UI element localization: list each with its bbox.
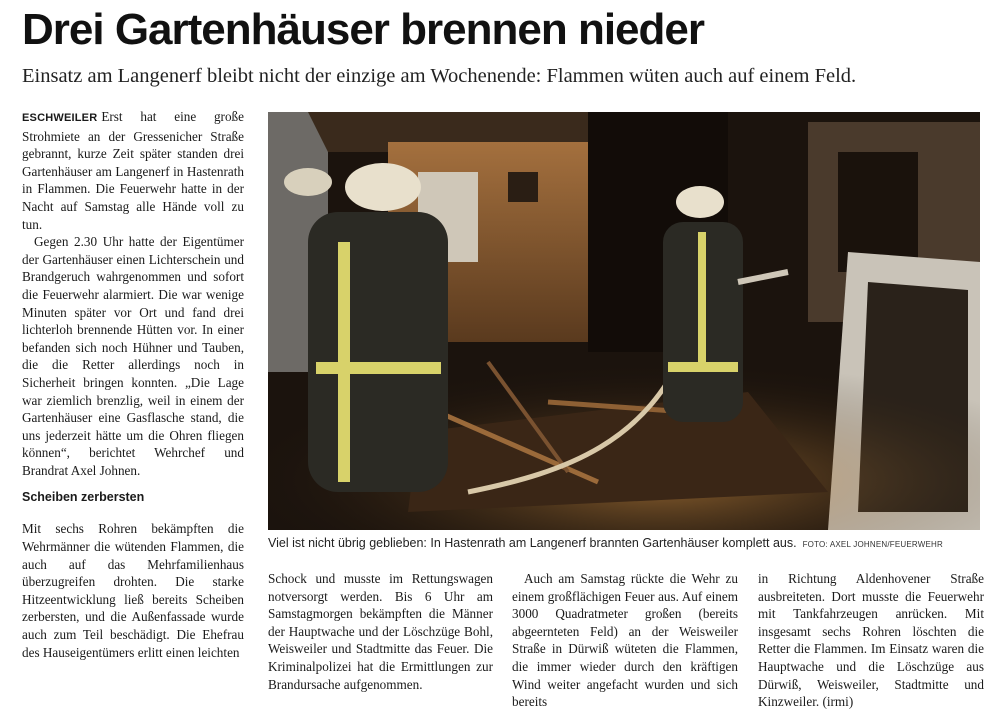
subheading: Scheiben zerbersten [22, 490, 145, 505]
subtitle: Einsatz am Langenerf bleibt nicht der einzige am Wochenende: Flammen wüten auch auf einem Feld. [22, 65, 857, 87]
article-column-1 [22, 108, 244, 661]
fire-photo [268, 112, 980, 530]
paragraph-3: Mit sechs Rohren bekämpften die Wehrmänner die wütenden Flammen, die auch auf das Mehrfamilienhaus überzugreifen drohten. Die starke Hitzeentwicklung ließ bereits Scheiben zerbersten, und die Außenfassade wurde auch zum Teil beschädigt. Die Ehefrau des Hauseigentümers erlitt einen leichten [22, 521, 244, 660]
article-column-2 [268, 570, 493, 693]
photo-caption [268, 533, 980, 553]
column-3-text: Auch am Samstag rückte die Wehr zu einem großflächigen Feuer aus. Auf einem 3000 Quadratmeter großen (bereits abgeernteten Feld) an der Weisweiler Straße in Dürwiß wüteten die Flammen, die immer wieder durch den kräftigen Wind weiter angefacht wurden und sich bereits [512, 571, 738, 710]
photo-credit: FOTO: AXEL JOHNEN/FEUERWEHR [802, 540, 943, 549]
paragraph-1: Erst hat eine große Strohmiete an der Gressenicher Straße gebrannt, kurze Zeit später standen drei Gartenhäuser am Langenerf in Hastenrath in Flammen. Die Feuerwehr hatte in der Nacht auf Samstag alle Hände voll zu tun. [22, 109, 244, 232]
caption-text: Viel ist nicht übrig geblieben: In Hastenrath am Langenerf brannten Gartenhäuser komplett aus. [268, 536, 797, 550]
headline: Drei Gartenhäuser brennen nieder [22, 5, 704, 54]
paragraph-2: Gegen 2.30 Uhr hatte der Eigentümer der Gartenhäuser einen Lichterschein und Brandgeruch wahrgenommen und sofort die Feuerwehr alarmiert. Die war wenige Minuten später vor Ort und fand drei lichterloh brennende Hütten vor. In einer befanden sich noch Hühner und Tauben, die die Retter allerdings noch in Sicherheit bringen konnten. „Die Lage war ziemlich brenzlig, weil in einem der Gartenhäuser eine Gasflasche stand, die uns jederzeit hätte um die Ohren fliegen können“, berichtet Wehrchef und Brandrat Axel Johnen. [22, 234, 244, 478]
column-4-text: in Richtung Aldenhovener Straße ausbreiteten. Dort musste die Feuerwehr mit Tankfahrzeugen anrücken. Mit insgesamt sechs Rohren löschten die Retter die Flammen. Im Einsatz waren die Hauptwache und die Löschzüge aus Dürwiß, Weisweiler, Stadtmitte und Kinzweiler. (irmi) [758, 571, 984, 710]
column-2-text: Schock und musste im Rettungswagen notversorgt werden. Bis 6 Uhr am Samstagmorgen bekämpften die Männer der Hauptwache und der Löschzüge Bohl, Weisweiler und Stadtmitte das Feuer. Die Kriminalpolizei hat die Ermittlungen zur Brandursache aufgenommen. [268, 571, 493, 692]
dateline: ESCHWEILER [22, 112, 98, 124]
article-column-3 [512, 570, 738, 711]
article-column-4 [758, 570, 984, 711]
